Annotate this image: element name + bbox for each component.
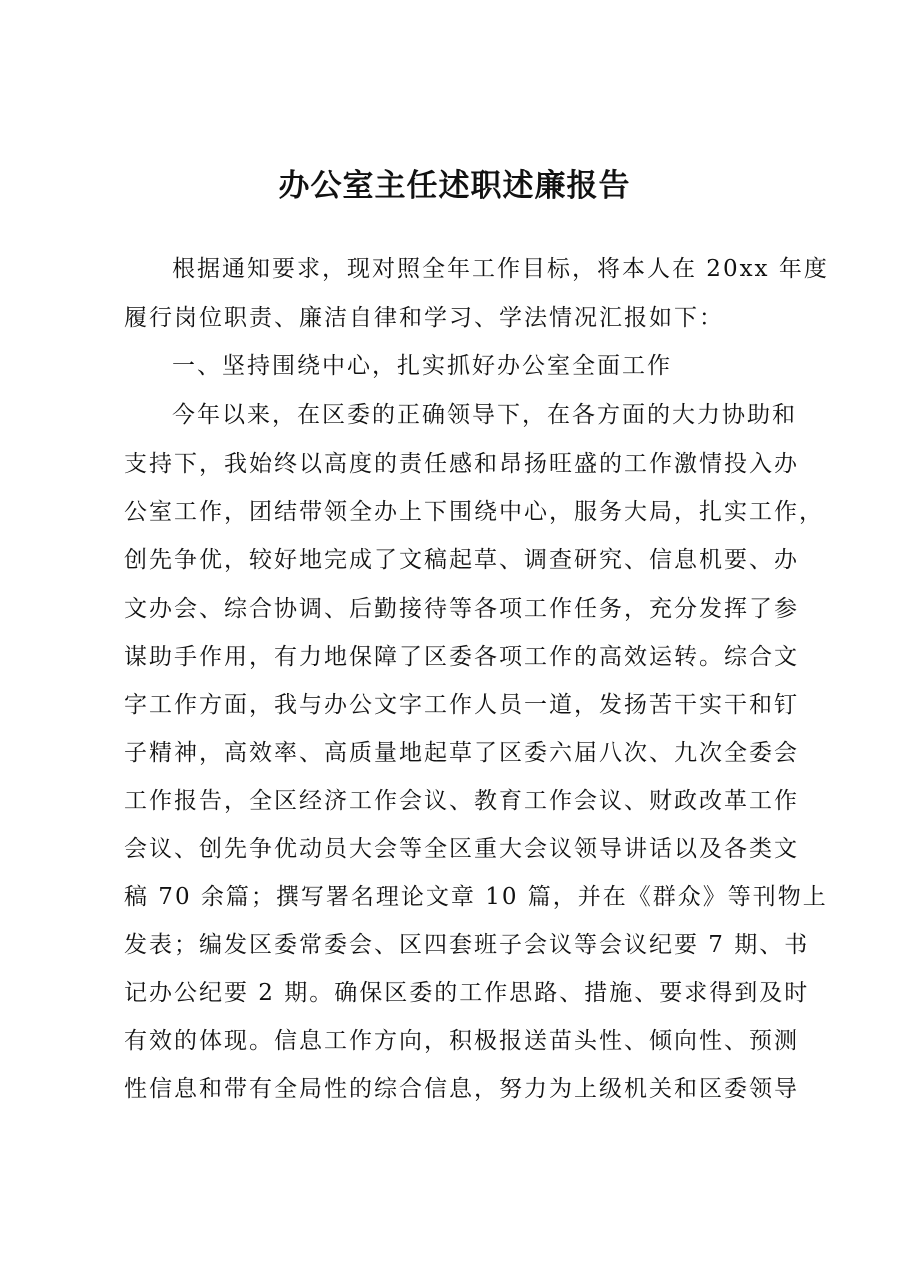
- paragraph-line: 谋助手作用，有力地保障了区委各项工作的高效运转。综合文: [124, 644, 799, 670]
- paragraph-line: 支持下，我始终以高度的责任感和昂扬旺盛的工作激情投入办: [124, 451, 799, 477]
- paragraph-line: 记办公纪要 2 期。确保区委的工作思路、措施、要求得到及时: [124, 980, 810, 1006]
- paragraph-line: 字工作方面，我与办公文字工作人员一道，发扬苦干实干和钉: [124, 692, 799, 718]
- paragraph-line: 履行岗位职责、廉洁自律和学习、学法情况汇报如下：: [124, 305, 724, 331]
- paragraph-line: 性信息和带有全局性的综合信息，努力为上级机关和区委领导: [124, 1076, 799, 1102]
- paragraph-line: 工作报告，全区经济工作会议、教育工作会议、财政改革工作: [124, 788, 799, 814]
- paragraph-line: 发表；编发区委常委会、区四套班子会议等会议纪要 7 期、书: [124, 932, 810, 958]
- paragraph-line: 子精神，高效率、高质量地起草了区委六届八次、九次全委会: [124, 740, 799, 766]
- paragraph-line: 今年以来，在区委的正确领导下，在各方面的大力协助和: [172, 402, 797, 428]
- document-title: 办公室主任述职述廉报告: [278, 168, 631, 204]
- section-heading: 一、坚持围绕中心，扎实抓好办公室全面工作: [172, 353, 672, 379]
- paragraph-line: 公室工作，团结带领全办上下围绕中心，服务大局，扎实工作，: [124, 499, 824, 525]
- paragraph-line: 创先争优，较好地完成了文稿起草、调查研究、信息机要、办: [124, 547, 799, 573]
- paragraph-line: 会议、创先争优动员大会等全区重大会议领导讲话以及各类文: [124, 836, 799, 862]
- paragraph-line: 根据通知要求，现对照全年工作目标，将本人在 20xx 年度: [172, 256, 829, 282]
- paragraph-line: 有效的体现。信息工作方向，积极报送苗头性、倾向性、预测: [124, 1028, 799, 1054]
- paragraph-line: 文办会、综合协调、后勤接待等各项工作任务，充分发挥了参: [124, 596, 799, 622]
- paragraph-line: 稿 70 余篇；撰写署名理论文章 10 篇，并在《群众》等刊物上: [124, 884, 828, 910]
